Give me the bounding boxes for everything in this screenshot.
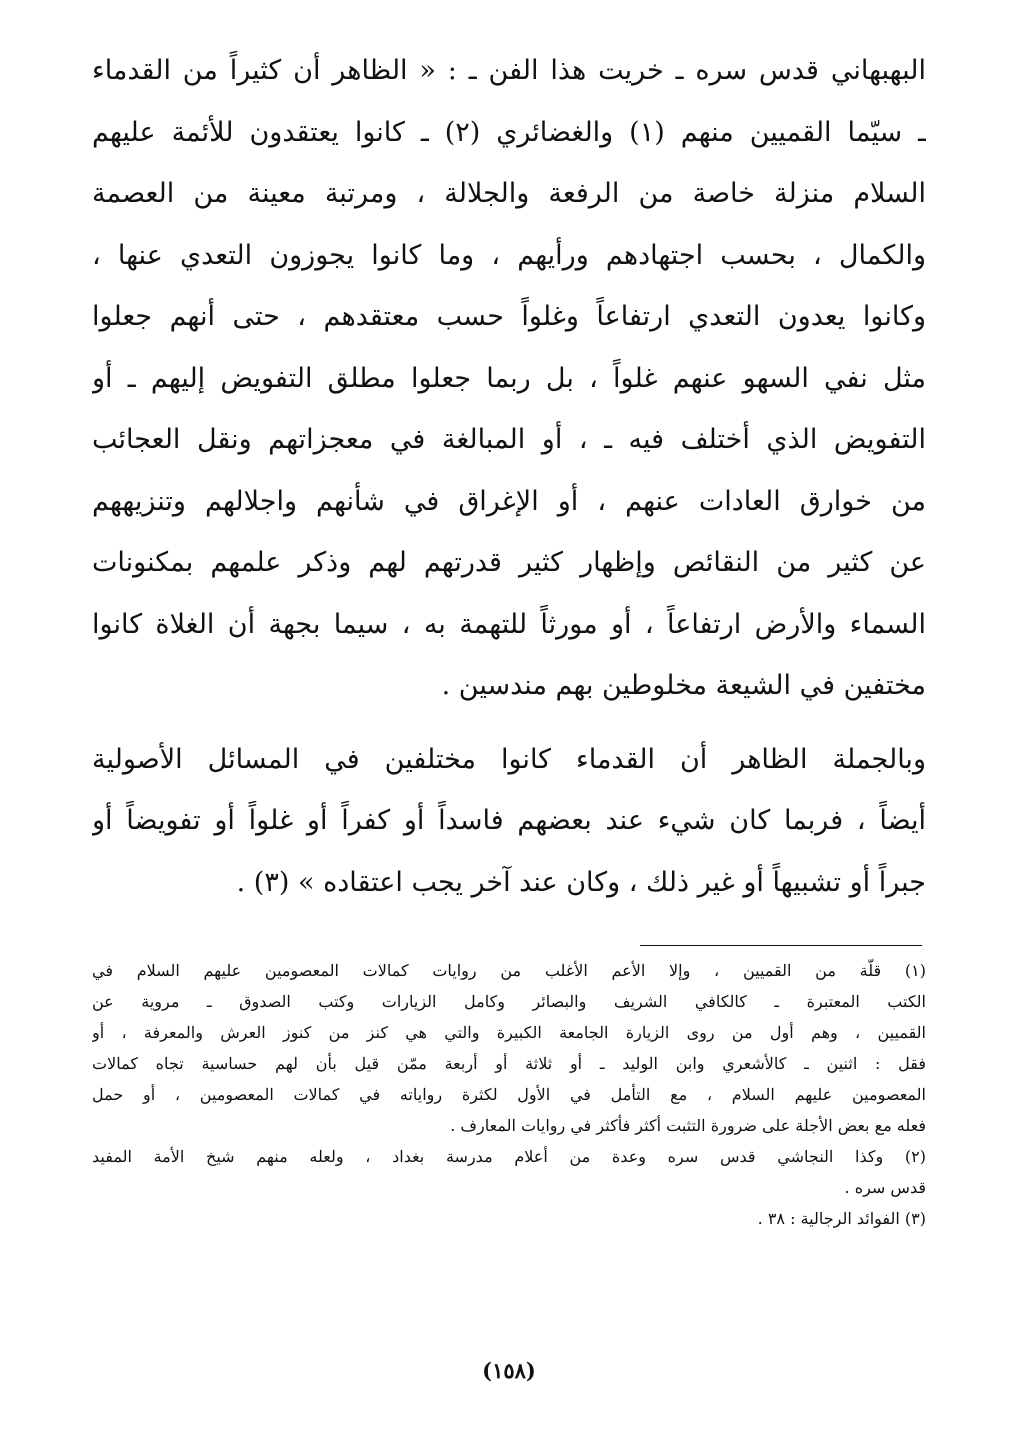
body-line: السماء والأرض ارتفاعاً ، أو مورثاً للتهمة به ، سيما بجهة أن الغلاة كانوا xyxy=(92,608,926,640)
footnote-line: قدس سره . xyxy=(844,1178,926,1197)
footnote-line: المعصومين عليهم السلام ، مع التأمل في الأول لكثرة رواياته في كمالات المعصومين ، أو حمل xyxy=(92,1085,926,1104)
body-line: التفويض الذي أختلف فيه ـ ، أو المبالغة في معجزاتهم ونقل العجائب xyxy=(92,424,926,455)
body-line: عن كثير من النقائص وإظهار كثير قدرتهم لهم وذكر علمهم بمكنونات xyxy=(92,547,926,578)
footnote-line: القميين ، وهم أول من روى الزيارة الجامعة الكبيرة والتي هي كنز من كنوز العرش والمعرفة ، أو xyxy=(92,1023,926,1042)
footnote-line: الكتب المعتبرة ـ كالكافي الشريف والبصائر وكامل الزيارات وكتب الصدوق ـ مروية عن xyxy=(92,992,926,1011)
footnote-line: (٢) وكذا النجاشي قدس سره وعدة من أعلام مدرسة بغداد ، ولعله منهم شيخ الأمة المفيد xyxy=(92,1147,926,1166)
footnotes xyxy=(92,955,926,1234)
footnote-line: فعله مع بعض الأجلة على ضرورة التثبت أكثر فأكثر في روايات المعارف . xyxy=(450,1116,926,1135)
body-line: أيضاً ، فربما كان شيء عند بعضهم فاسداً أو كفراً أو غلواً أو تفويضاً أو xyxy=(92,805,926,836)
footnote-divider xyxy=(640,945,922,946)
body-line: السلام منزلة خاصة من الرفعة والجلالة ، ومرتبة معينة من العصمة xyxy=(92,178,926,209)
footnote-line: (٣) الفوائد الرجالية : ٣٨ . xyxy=(757,1209,926,1228)
body-line: مثل نفي السهو عنهم غلواً ، بل ربما جعلوا مطلق التفويض إليهم ـ أو xyxy=(92,362,926,394)
body-line: جبراً أو تشبيهاً أو غير ذلك ، وكان عند آخر يجب اعتقاده » (٣) . xyxy=(236,866,926,898)
page-number: (١٥٨) xyxy=(482,1358,536,1383)
body-line: البهبهاني قدس سره ـ خريت هذا الفن ـ : « الظاهر أن كثيراً من القدماء xyxy=(92,55,926,86)
footnote-line: (١) قلّة من القميين ، وإلا الأعم الأغلب من روايات كمالات المعصومين عليهم السلام في xyxy=(92,961,926,980)
body-line: ـ سيّما القميين منهم (١) والغضائري (٢) ـ كانوا يعتقدون للأئمة عليهم xyxy=(92,116,926,148)
body-line: وكانوا يعدون التعدي ارتفاعاً وغلواً حسب معتقدهم ، حتى أنهم جعلوا xyxy=(92,301,926,332)
footnote-line: فقل : اثنين ـ كالأشعري وابن الوليد ـ أو ثلاثة أو أربعة ممّن قيل بأن لهم حساسية تجاه كمالات xyxy=(92,1054,926,1073)
body-line: من خوارق العادات عنهم ، أو الإغراق في شأنهم واجلالهم وتنزيههم xyxy=(92,485,926,517)
body-line: مختفين في الشيعة مخلوطين بهم مندسين . xyxy=(441,670,926,701)
body-line: والكمال ، بحسب اجتهادهم ورأيهم ، وما كانوا يجوزون التعدي عنها ، xyxy=(92,239,926,271)
body-line: وبالجملة الظاهر أن القدماء كانوا مختلفين في المسائل الأصولية xyxy=(92,743,926,775)
main-text xyxy=(92,40,926,913)
paragraph-gap xyxy=(92,717,926,729)
